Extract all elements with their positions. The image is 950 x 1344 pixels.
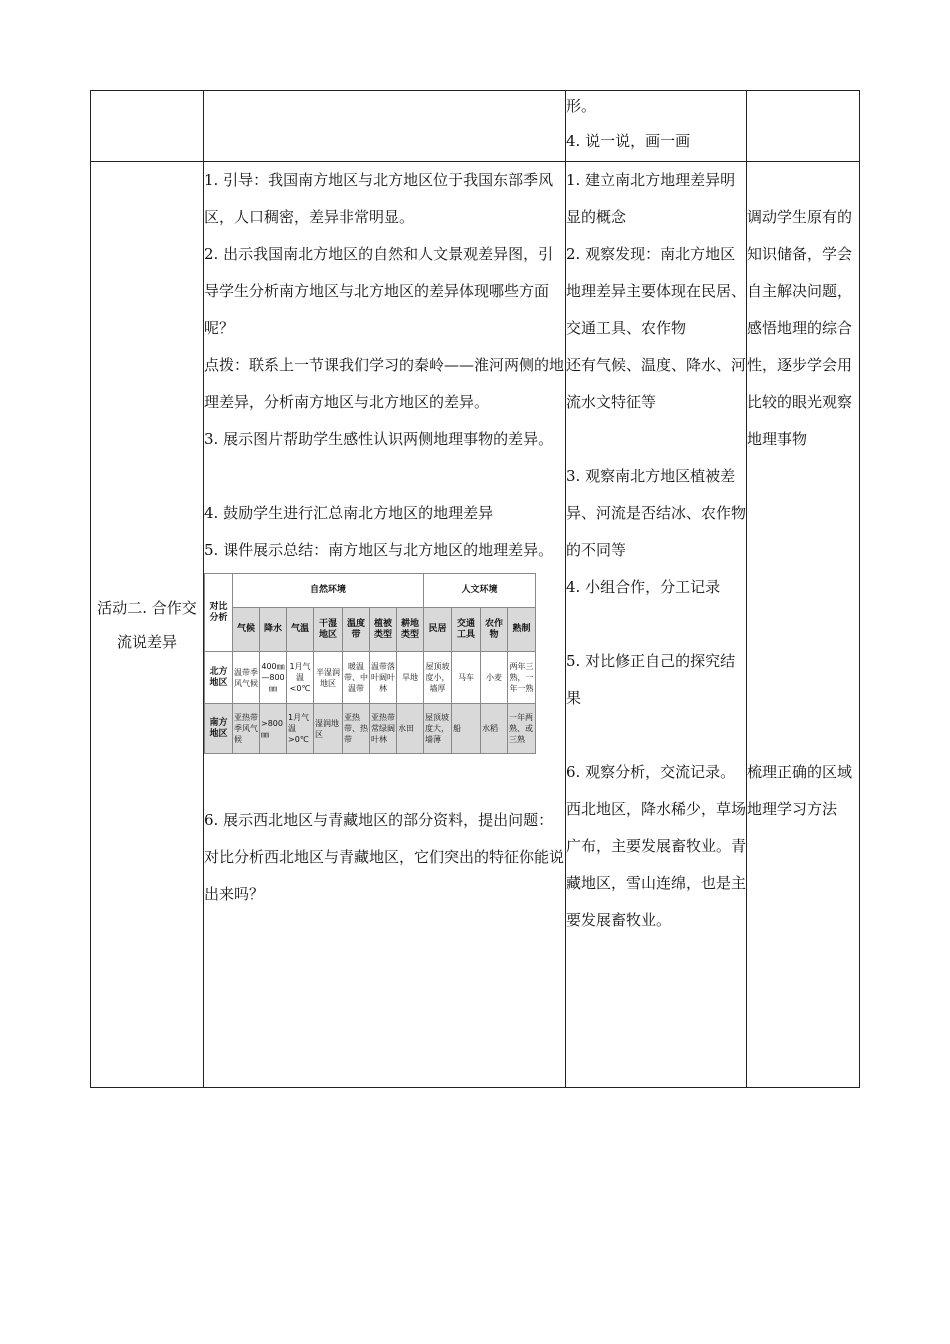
compare-col: 植被类型 xyxy=(370,608,397,652)
intent-text: 梳理正确的区域地理学习方法 xyxy=(747,763,853,818)
intent-cell xyxy=(747,91,860,162)
compare-cell: 亚热带常绿阔叶林 xyxy=(370,704,397,754)
compare-row-north xyxy=(205,652,536,704)
student-step: 1. 建立南北方地理差异明显的概念 xyxy=(566,171,736,226)
compare-cell: 400㎜—800㎜ xyxy=(260,652,287,704)
student-step: 西北地区，降水稀少，草场广布，主要发展畜牧业。青藏地区，雪山连绵，也是主要发展畜牧业。 xyxy=(566,800,747,929)
teacher-step: 4. 鼓励学生进行汇总南北方地区的地理差异 xyxy=(204,504,494,522)
compare-cell: 一年两熟、或三熟 xyxy=(508,704,536,754)
intent-cell xyxy=(747,162,860,1088)
compare-col: 气温 xyxy=(287,608,314,652)
table-row xyxy=(91,91,860,162)
compare-cell: 小麦 xyxy=(481,652,508,704)
table-row xyxy=(91,162,860,1088)
compare-col: 干湿地区 xyxy=(314,608,343,652)
teacher-cell xyxy=(204,162,566,1088)
compare-corner: 对比分析 xyxy=(205,574,233,652)
intent-text: 调动学生原有的知识储备，学会自主解决问题，感悟地理的综合性，逐步学会用比较的眼光观察地理事物 xyxy=(747,208,853,448)
teacher-step: 1. 引导：我国南方地区与北方地区位于我国东部季风区，人口稠密，差异非常明显。 xyxy=(204,171,554,226)
compare-cell: 屋顶坡度小，墙厚 xyxy=(424,652,452,704)
compare-cell: 马车 xyxy=(452,652,481,704)
compare-col: 交通工具 xyxy=(452,608,481,652)
compare-col: 降水 xyxy=(260,608,287,652)
compare-row-south xyxy=(205,704,536,754)
compare-cell: 旱地 xyxy=(397,652,424,704)
compare-cell: 温带落叶阔叶林 xyxy=(370,652,397,704)
compare-cell: 亚热带、热带 xyxy=(343,704,370,754)
student-step: 4. 小组合作，分工记录 xyxy=(566,578,721,596)
student-cell xyxy=(566,91,747,162)
compare-cell: 1月气温<0℃ xyxy=(287,652,314,704)
student-text: 形。 xyxy=(566,97,597,115)
compare-group-natural: 自然环境 xyxy=(233,574,424,608)
student-step: 6. 观察分析，交流记录。 xyxy=(566,763,736,781)
compare-cell: 屋顶坡度大，墙薄 xyxy=(424,704,452,754)
lesson-plan-table xyxy=(90,90,860,1088)
compare-col: 农作物 xyxy=(481,608,508,652)
teacher-cell xyxy=(204,91,566,162)
compare-cell: 暖温带、中温带 xyxy=(343,652,370,704)
compare-col: 温度带 xyxy=(343,608,370,652)
compare-cell: 湿润地区 xyxy=(314,704,343,754)
teacher-step: 6. 展示西北地区与青藏地区的部分资料，提出问题：对比分析西北地区与青藏地区，它们突出的特征你能说出来吗？ xyxy=(204,811,565,903)
student-cell xyxy=(566,162,747,1088)
compare-cell: 1月气温>0℃ xyxy=(287,704,314,754)
student-step: 5. 对比修正自己的探究结果 xyxy=(566,652,736,707)
compare-row-head: 北方地区 xyxy=(205,652,233,704)
compare-cell: 温带季风气候 xyxy=(233,652,260,704)
compare-cell: 亚热带季风气候 xyxy=(233,704,260,754)
compare-cell: 半湿润地区 xyxy=(314,652,343,704)
student-text: 4. 说一说，画一画 xyxy=(566,132,691,150)
activity-cell xyxy=(91,91,204,162)
student-step: 2. 观察发现：南北方地区地理差异主要体现在民居、交通工具、农作物 xyxy=(566,245,747,337)
activity-label: 活动二. 合作交流说差异 xyxy=(97,598,197,651)
compare-cell: >800㎜ xyxy=(260,704,287,754)
compare-col: 民居 xyxy=(424,608,452,652)
compare-row-head: 南方地区 xyxy=(205,704,233,754)
comparison-figure xyxy=(204,573,565,754)
compare-cell: 水田 xyxy=(397,704,424,754)
compare-cell: 水稻 xyxy=(481,704,508,754)
comparison-table xyxy=(204,573,536,754)
compare-col: 气候 xyxy=(233,608,260,652)
teacher-step: 3. 展示图片帮助学生感性认识两侧地理事物的差异。 xyxy=(204,430,554,448)
student-step: 3. 观察南北方地区植被差异、河流是否结冰、农作物的不同等 xyxy=(566,467,747,559)
teacher-step: 5. 课件展示总结：南方地区与北方地区的地理差异。 xyxy=(204,541,554,559)
compare-col: 熟制 xyxy=(508,608,536,652)
compare-cell: 船 xyxy=(452,704,481,754)
teacher-step: 2. 出示我国南北方地区的自然和人文景观差异图，引导学生分析南方地区与北方地区的差异体现哪些方面呢？ xyxy=(204,245,554,337)
activity-title xyxy=(91,162,204,1088)
teacher-step: 点拨：联系上一节课我们学习的秦岭——淮河两侧的地理差异，分析南方地区与北方地区的差异。 xyxy=(204,356,565,411)
compare-group-human: 人文环境 xyxy=(424,574,536,608)
compare-col: 耕地类型 xyxy=(397,608,424,652)
compare-cell: 两年三熟，一年一熟 xyxy=(508,652,536,704)
student-step: 还有气候、温度、降水、河流水文特征等 xyxy=(566,356,747,411)
